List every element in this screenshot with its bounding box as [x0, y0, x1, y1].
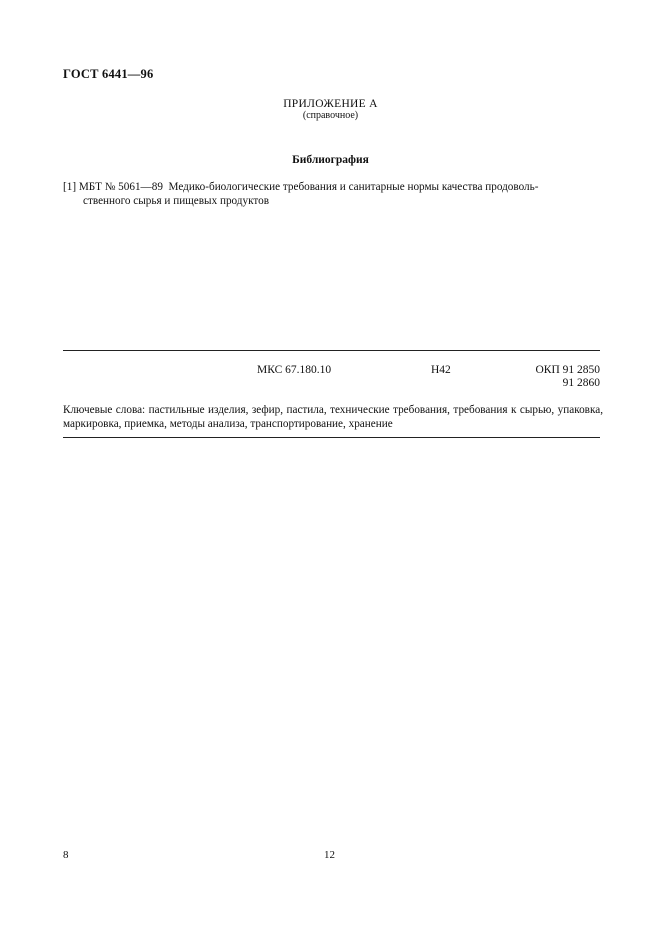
appendix-title: ПРИЛОЖЕНИЕ А: [283, 98, 378, 110]
entry-text-line2: ственного сырья и пищевых продуктов: [83, 195, 269, 207]
total-pages: 12: [324, 849, 335, 861]
keywords-text: Ключевые слова: пастильные изделия, зефир, пастила, технические требования, требования к сырью, упаковка, маркировка, приемка, методы анализа, транспортирование, хранение: [63, 404, 603, 430]
standard-code: ГОСТ 6441—96: [63, 67, 154, 81]
entry-reference: МБТ № 5061—89: [78, 181, 163, 193]
okp-code-2: 91 2860: [562, 376, 600, 389]
group-code: Н42: [431, 364, 451, 376]
okp-codes: [520, 364, 600, 389]
page-number: 8: [63, 849, 69, 861]
entry-text-line1: Медико-биологические требования и санитарные нормы качества продоволь-: [168, 181, 539, 193]
appendix-subtitle: (справочное): [302, 110, 359, 121]
bottom-divider: [63, 437, 600, 438]
okp-code-1: ОКП 91 2850: [535, 364, 600, 376]
appendix-heading: [0, 98, 661, 122]
top-divider: [63, 350, 600, 351]
entry-number: [1]: [63, 181, 77, 193]
bibliography-title: Библиография: [292, 154, 369, 166]
mks-code: МКС 67.180.10: [257, 364, 332, 376]
bibliography-entry: [63, 180, 603, 208]
